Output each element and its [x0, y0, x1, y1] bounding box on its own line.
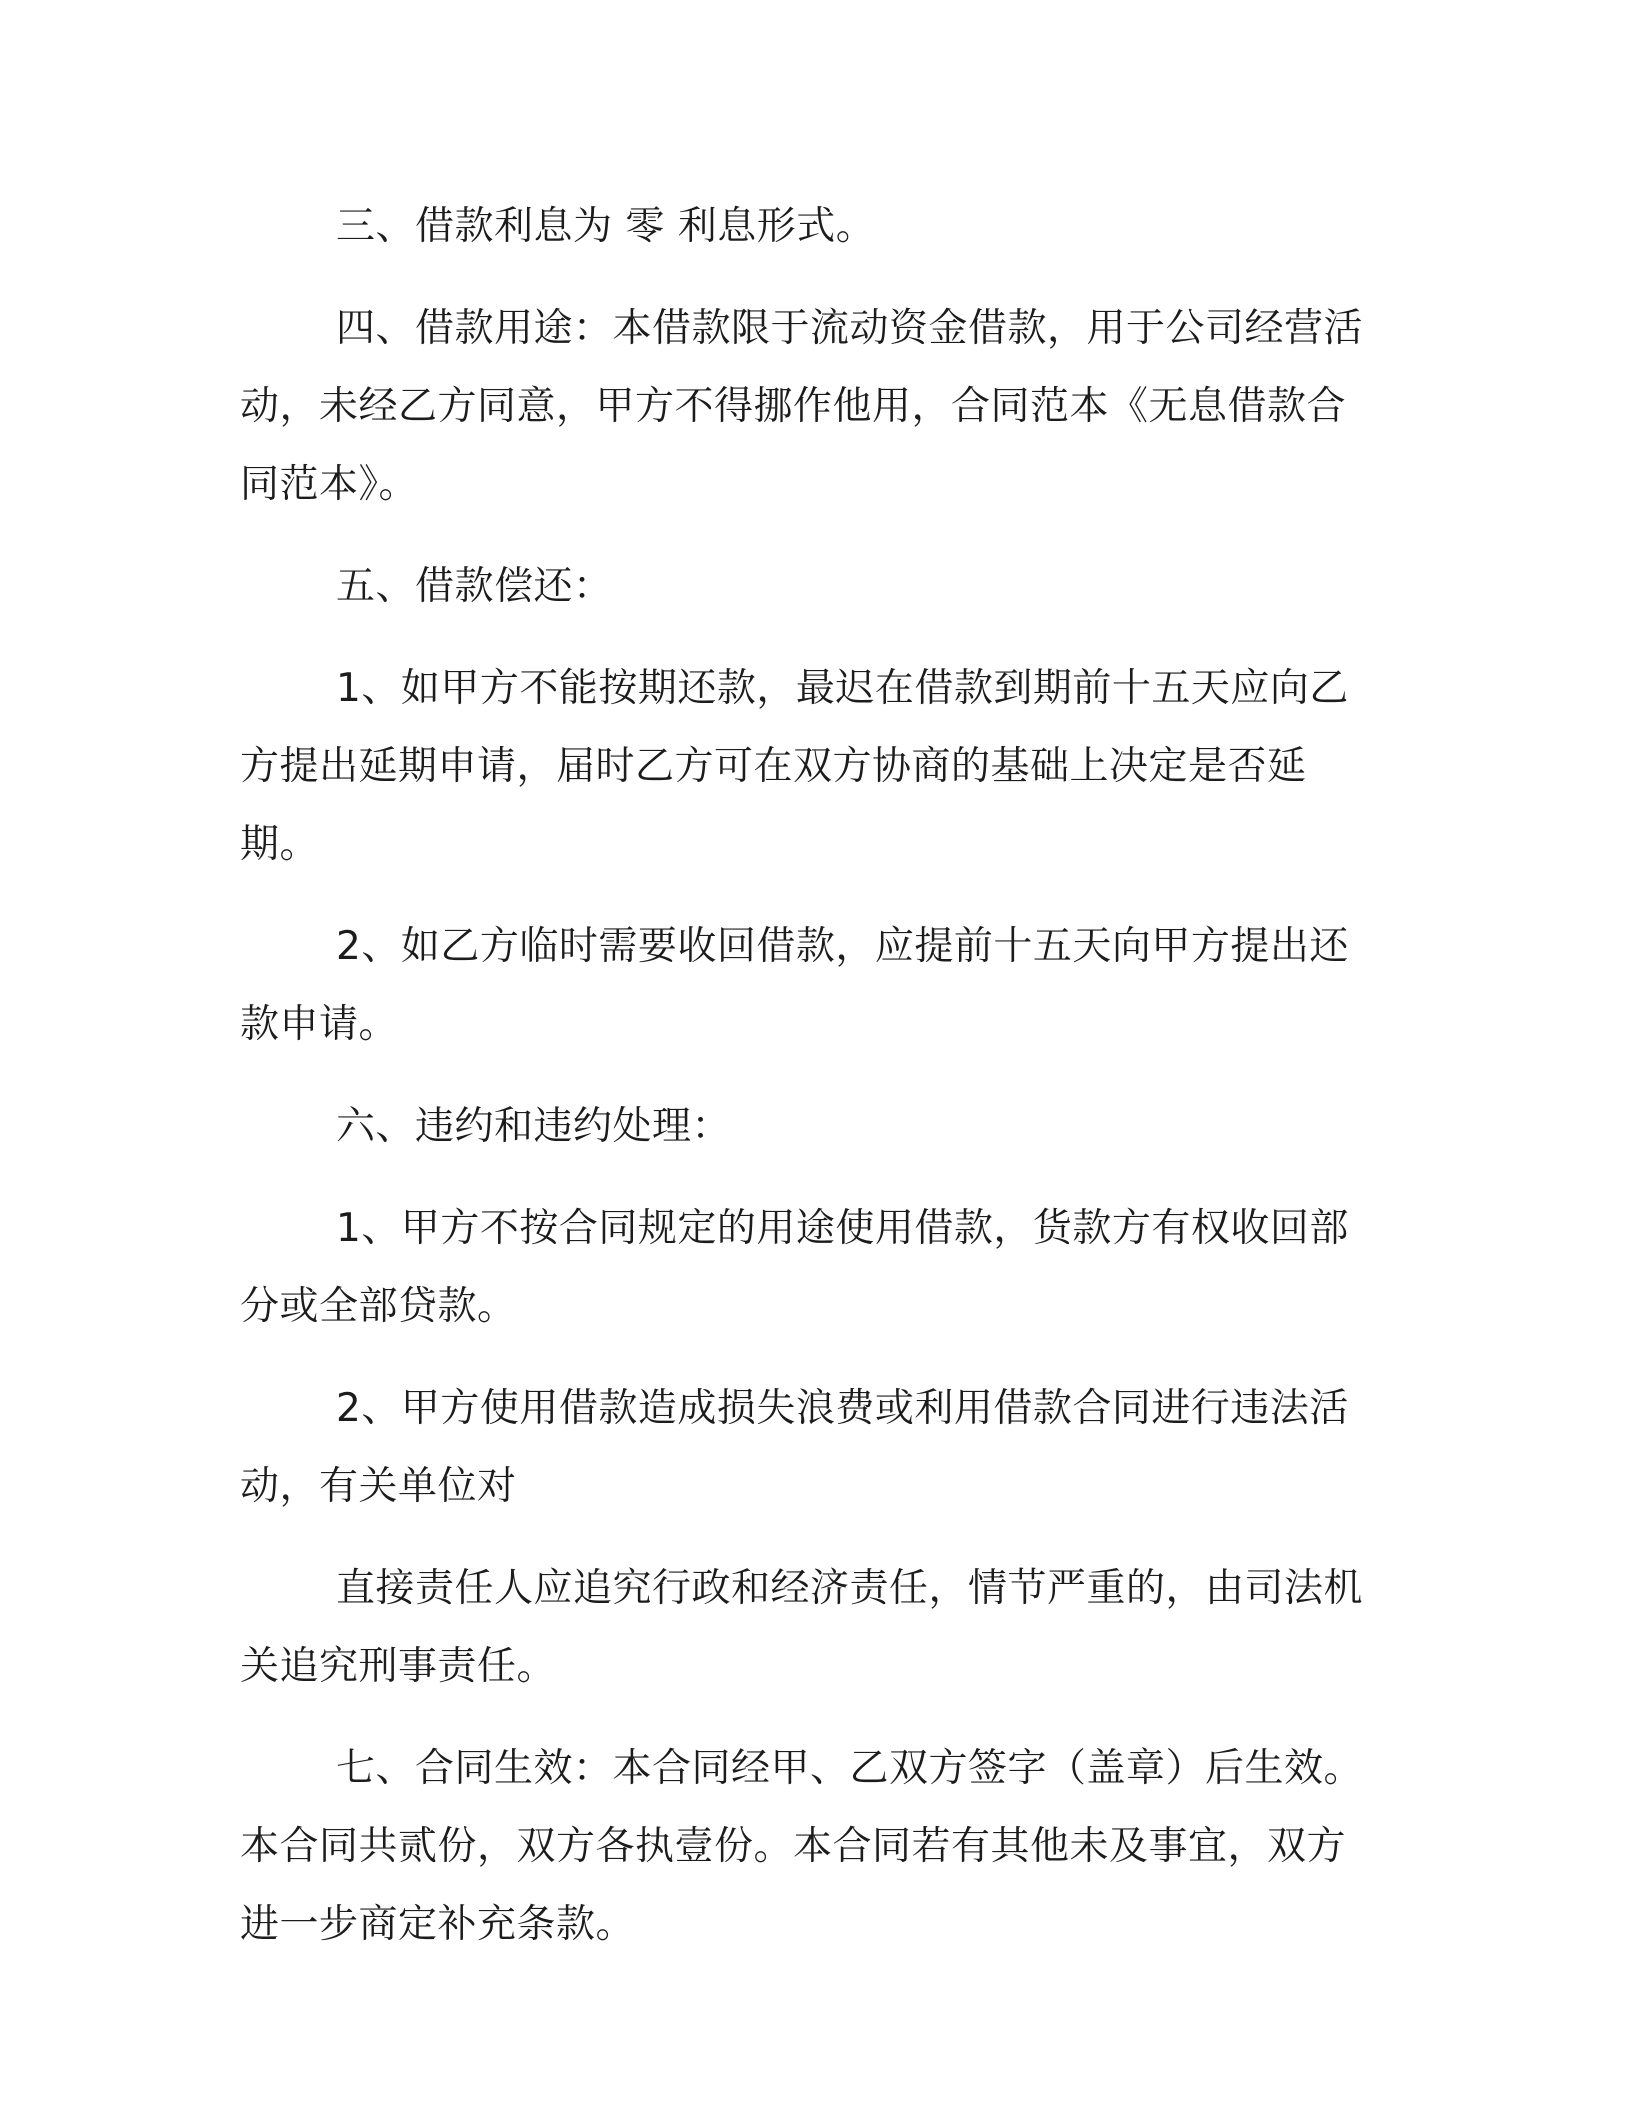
paragraph-breach-item-2-continued: 直接责任人应追究行政和经济责任，情节严重的，由司法机关追究刑事责任。	[240, 1566, 1364, 1689]
paragraph-contract-effect: 七、合同生效：本合同经甲、乙双方签字（盖章）后生效。本合同共贰份，双方各执壹份。本合同若有其他未及事宜，双方进一步商定补充条款。	[240, 1746, 1364, 1947]
paragraph-breach-heading: 六、违约和违约处理：	[336, 1104, 732, 1149]
paragraph-repayment-heading: 五、借款偿还：	[336, 564, 613, 609]
paragraph-repayment-item-1: 1、如甲方不能按期还款，最迟在借款到期前十五天应向乙方提出延期申请，届时乙方可在双方协商的基础上决定是否延期。	[240, 666, 1349, 867]
paragraph-breach-item-2: 2、甲方使用借款造成损失浪费或利用借款合同进行违法活动，有关单位对	[240, 1386, 1349, 1509]
paragraph-repayment-item-2: 2、如乙方临时需要收回借款，应提前十五天向甲方提出还款申请。	[240, 924, 1349, 1047]
paragraph-interest: 三、借款利息为 零 利息形式。	[336, 204, 876, 249]
paragraph-loan-purpose: 四、借款用途：本借款限于流动资金借款，用于公司经营活动，未经乙方同意，甲方不得挪作他用，合同范本《无息借款合同范本》。	[240, 306, 1364, 507]
contract-body	[240, 188, 1376, 1964]
paragraph-breach-item-1: 1、甲方不按合同规定的用途使用借款，货款方有权收回部分或全部贷款。	[240, 1206, 1349, 1329]
